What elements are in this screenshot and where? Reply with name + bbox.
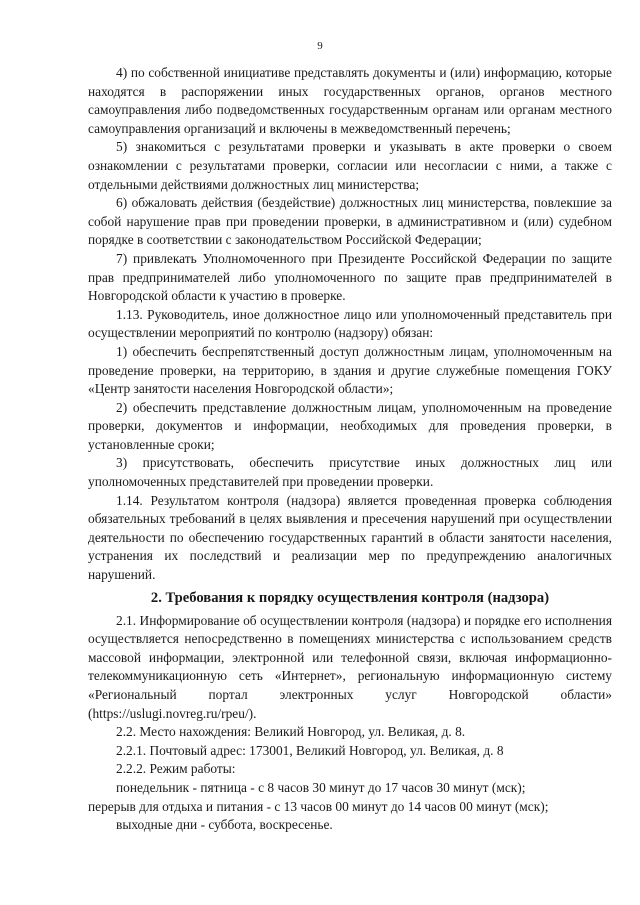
paragraph-right-5: 5) знакомиться с результатами проверки и указывать в акте проверки о своем ознакомлении с результатами проверки, согласии или несогласии с ними, а также с отдельными действиями должностных лиц министерства; (88, 139, 612, 192)
paragraph-duty-1: 1) обеспечить беспрепятственный доступ должностным лицам, уполномоченным на проведение проверки, на территорию, в здания и другие служебные помещения ГОКУ «Центр занятости населения Новгородской области»; (88, 343, 612, 397)
schedule-weekdays: понедельник - пятница - с 8 часов 30 минут до 17 часов 30 минут (мск); (116, 779, 526, 795)
paragraph-1-13: 1.13. Руководитель, иное должностное лицо или уполномоченный представитель при осуществлении мероприятий по контролю (надзору) обязан: (88, 306, 612, 341)
paragraph-duty-3: 3) присутствовать, обеспечить присутствие иных должностных лиц или уполномоченных представителей при проведении проверки. (88, 455, 612, 490)
paragraph-right-7: 7) привлекать Уполномоченного при Президенте Российской Федерации по защите прав предпринимателей либо уполномоченного по защите прав предпринимателей в Новгородской области к участию в проверке. (88, 250, 612, 304)
paragraph-2-2: 2.2. Место нахождения: Великий Новгород, ул. Великая, д. 8. (116, 724, 466, 740)
paragraph-2-2-2: 2.2.2. Режим работы: (116, 761, 236, 777)
section-heading: 2. Требования к порядку осуществления контроля (надзора) (150, 589, 550, 606)
paragraph-2-2-1: 2.2.1. Почтовый адрес: 173001, Великий Новгород, ул. Великая, д. 8 (116, 742, 504, 758)
paragraph-right-6: 6) обжаловать действия (бездействие) должностных лиц министерства, повлекшие за собой нарушение прав при проведении проверки, в административном и (или) судебном порядке в соответствии с законодательством Российской Федерации; (88, 195, 612, 248)
schedule-break: перерыв для отдыха и питания - с 13 часов 00 минут до 14 часов 00 минут (мск); (88, 798, 549, 814)
paragraph-2-1: 2.1. Информирование об осуществлении контроля (надзора) и порядке его исполнения осуществляется непосредственно в помещениях министерства с использованием средств массовой информации, электронной или телефонной связи, включая информационно-телекоммуникационную сеть «Интернет», региональную информационную систему «Региональный портал электронных услуг Новгородской области» (https://uslugi.novreg.ru/rpeu/). (88, 612, 612, 721)
schedule-weekend: выходные дни - суббота, воскресенье. (116, 817, 333, 833)
document-body (88, 64, 612, 835)
paragraph-1-14: 1.14. Результатом контроля (надзора) является проведенная проверка соблюдения обязательных требований в целях выявления и пресечения нарушений при осуществлении деятельности по обеспечению государственных гарантий в области занятости населения, устранения их последствий и реализации мер по предупреждению аналогичных нарушений. (88, 492, 612, 583)
paragraph-right-4: 4) по собственной инициативе представлять документы и (или) информацию, которые находятся в распоряжении иных государственных органов, органов местного самоуправления либо подведомственных государственным органам или органам местного самоуправления организаций и включены в межведомственный перечень; (88, 65, 612, 136)
page-number: 9 (317, 40, 323, 52)
paragraph-duty-2: 2) обеспечить представление должностным лицам, уполномоченным на проведение проверки, документов и информации, необходимых для проведения проверки, в установленные сроки; (88, 399, 612, 452)
